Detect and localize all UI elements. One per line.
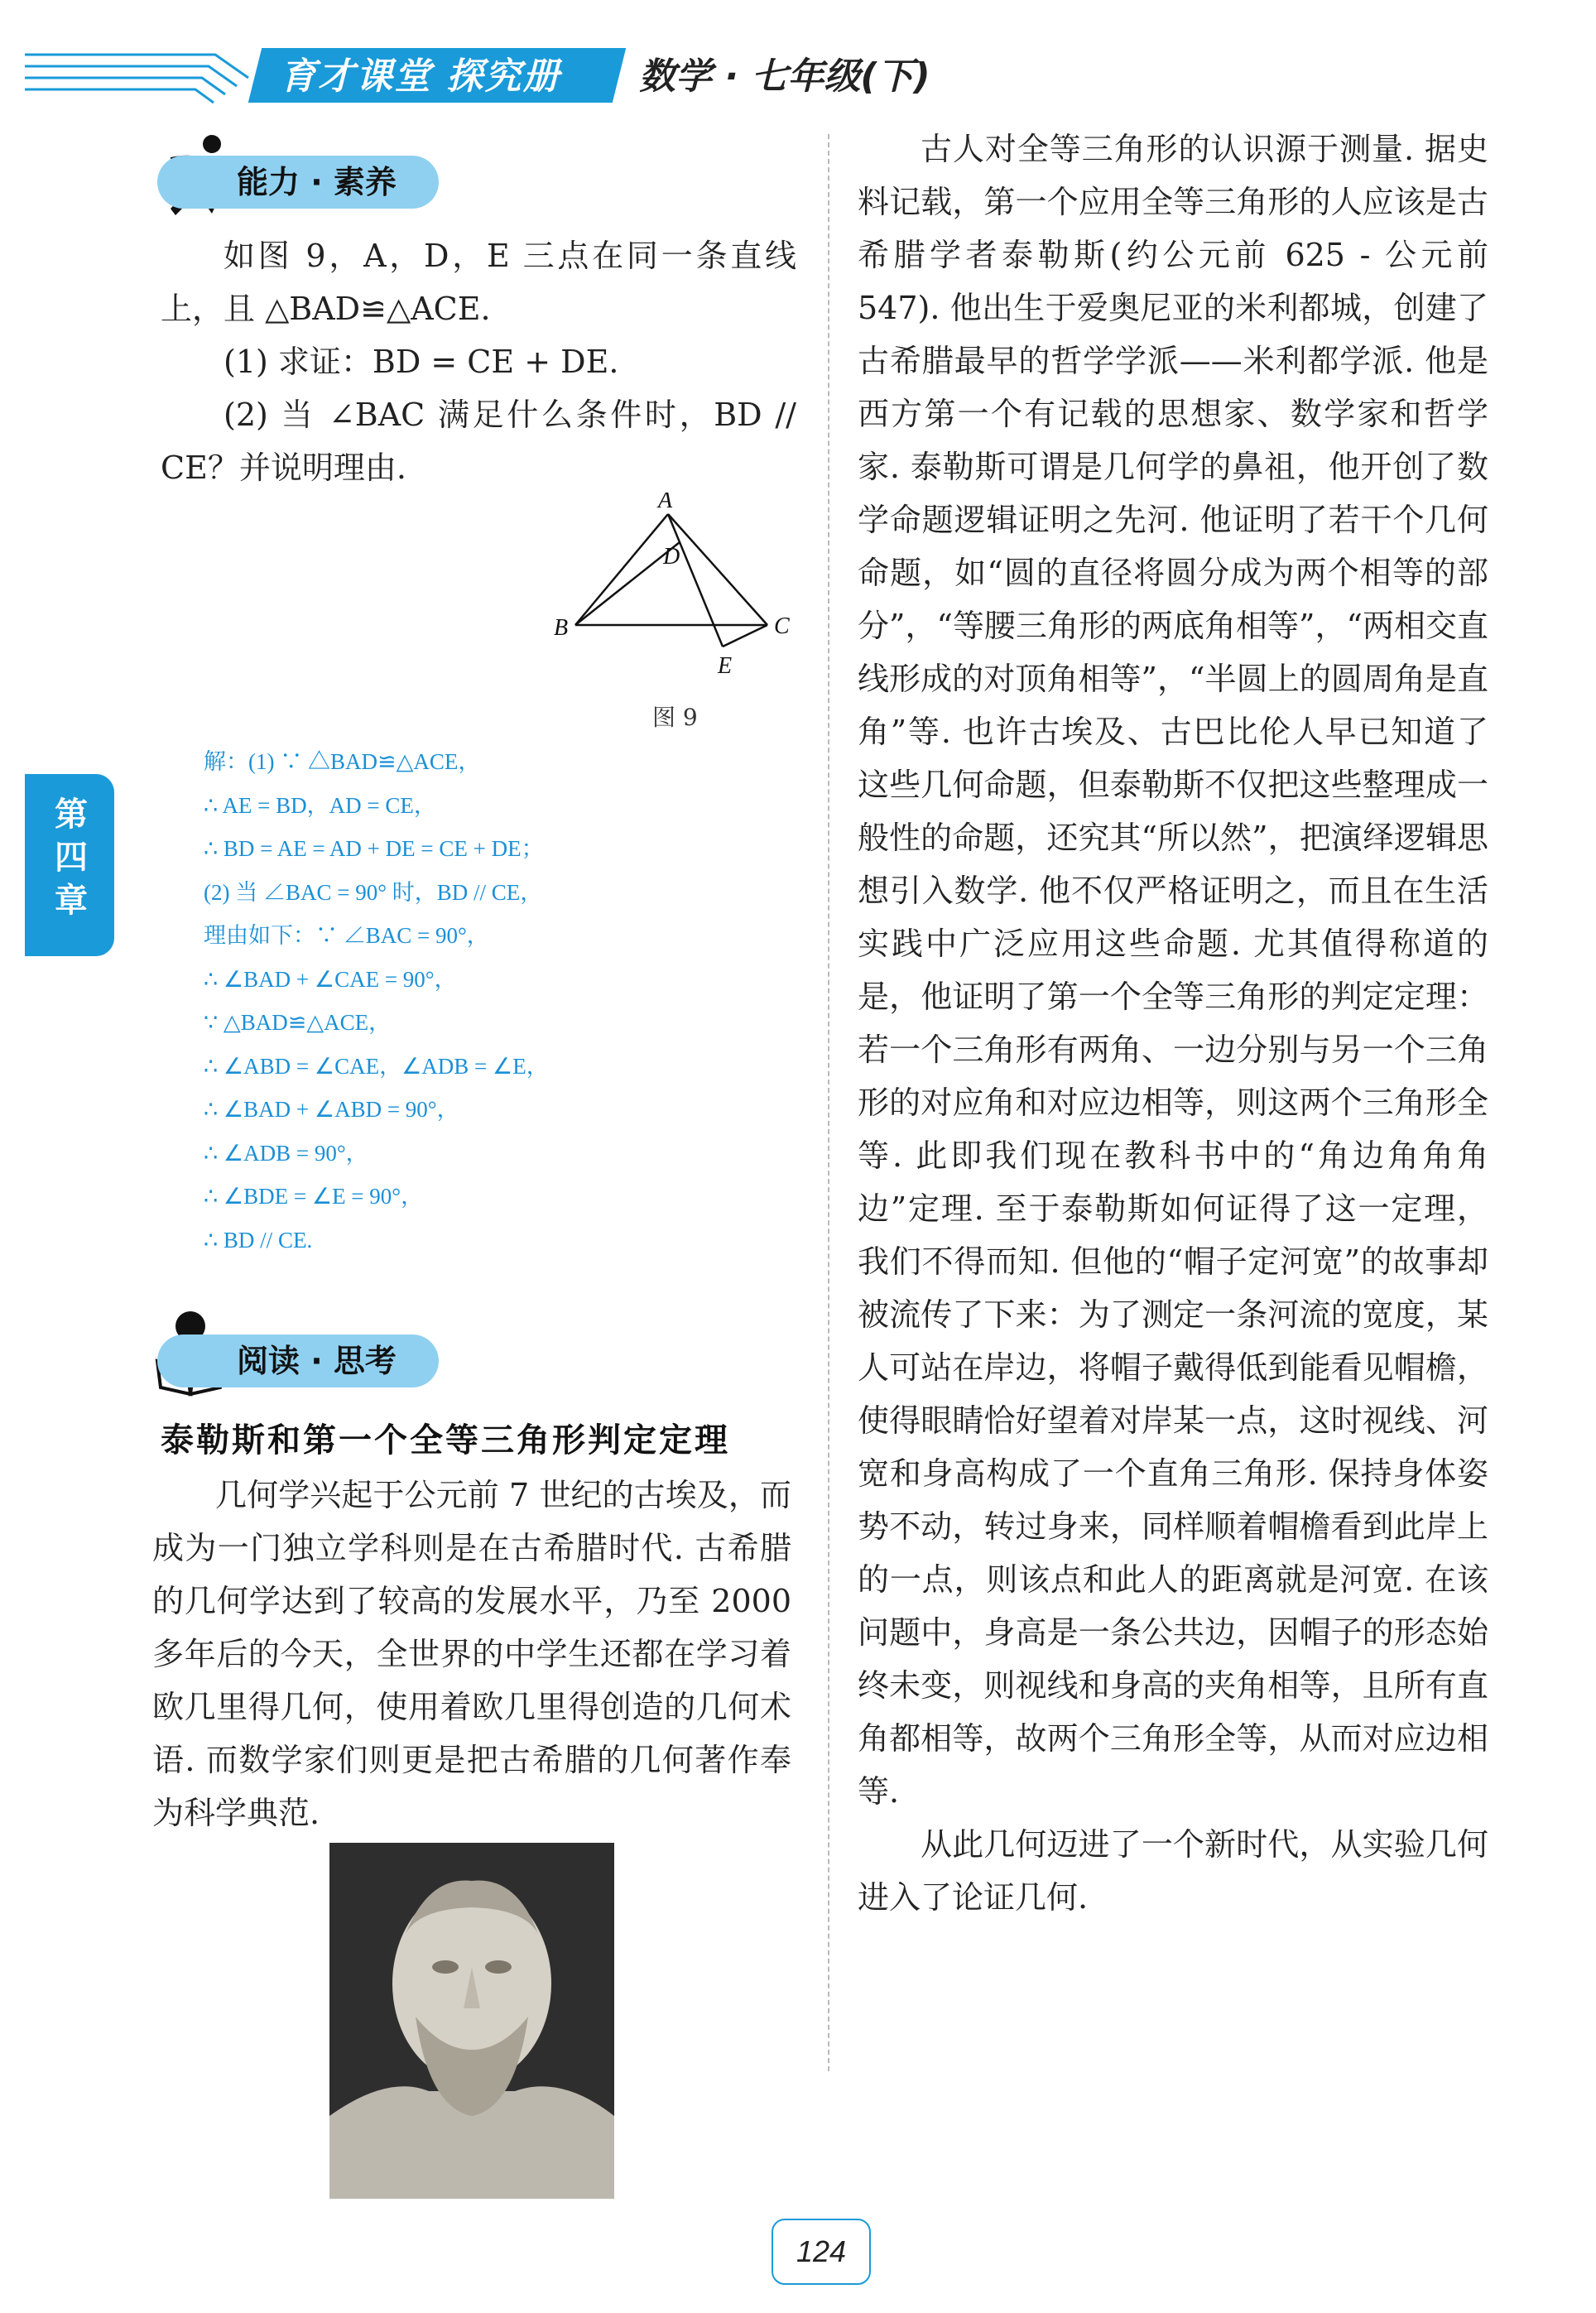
problem-part-2: (2) 当 ∠BAC 满足什么条件时，BD // CE？并说明理由. bbox=[161, 397, 796, 486]
solution-line: ∵ △BAD≌△ACE， bbox=[204, 1010, 392, 1035]
chapter-side-tab-label: 第四章 bbox=[55, 796, 88, 920]
segment-ae bbox=[668, 514, 723, 647]
solution-line: 解：(1) ∵ △BAD≌△ACE， bbox=[204, 749, 481, 774]
segment-ac bbox=[668, 514, 767, 625]
segment-ab bbox=[575, 514, 668, 625]
segment-ce bbox=[723, 625, 767, 647]
label-e: E bbox=[718, 653, 733, 679]
article-title: 泰勒斯和第一个全等三角形判定定理 bbox=[161, 1421, 730, 1459]
label-c: C bbox=[774, 613, 790, 639]
problem-part-1: (1) 求证：BD = CE + DE. bbox=[224, 344, 619, 380]
header-series-title: 育才课堂 探究册 bbox=[280, 55, 561, 98]
label-a: A bbox=[658, 493, 673, 513]
solution-block bbox=[204, 740, 800, 1262]
bust-illustration bbox=[329, 1843, 614, 2199]
page-number: 124 bbox=[772, 2219, 871, 2285]
figure-caption: 图 9 bbox=[652, 704, 698, 731]
solution-line: ∴ ∠ABD = ∠CAE，∠ADB = ∠E， bbox=[204, 1053, 549, 1079]
solution-line: ∴ BD = AE = AD + DE = CE + DE； bbox=[204, 836, 544, 861]
solution-line: ∴ ∠BAD + ∠CAE = 90°， bbox=[204, 966, 457, 992]
solution-line: ∴ ∠BDE = ∠E = 90°， bbox=[204, 1184, 424, 1209]
header-decor-lines bbox=[25, 48, 281, 106]
problem-statement: 如图 9，A，D，E 三点在同一条直线上，且 △BAD≌△ACE. bbox=[161, 238, 796, 327]
column-divider bbox=[828, 134, 829, 2071]
thales-bust-photo bbox=[329, 1843, 614, 2199]
solution-line: 理由如下：∵ ∠BAC = 90°， bbox=[204, 923, 489, 948]
solution-line: (2) 当 ∠BAC = 90° 时，BD // CE， bbox=[204, 879, 543, 905]
label-b: B bbox=[554, 615, 569, 641]
solution-line: ∴ ∠BAD + ∠ABD = 90°， bbox=[204, 1097, 459, 1122]
ability-section-badge: 能力 · 素养 bbox=[157, 156, 439, 209]
header-subject: 数学 · 七年级(下) bbox=[639, 55, 930, 98]
label-d: D bbox=[663, 544, 680, 570]
article-left-column bbox=[152, 1469, 791, 1839]
geometry-figure bbox=[542, 493, 815, 695]
article-paragraph: 几何学兴起于公元前 7 世纪的古埃及，而成为一门独立学科则是在古希腊时代. 古希腊的几何学达到了较高的发展水平，乃至 2000 多年后的今天，全世界的中学生还都在学习着欧几里得几何，使用着欧几里得创造的几何术语. 而数学家们则更是把古希腊的几何著作奉为科学典范. bbox=[152, 1477, 791, 1831]
article-paragraph: 从此几何迈进了一个新时代，从实验几何进入了论证几何. bbox=[858, 1826, 1488, 1916]
solution-line: ∴ ∠ADB = 90°， bbox=[204, 1140, 368, 1166]
solution-line: ∴ AE = BD，AD = CE， bbox=[204, 792, 436, 818]
article-paragraph: 古人对全等三角形的认识源于测量. 据史料记载，第一个应用全等三角形的人应该是古希腊学者泰勒斯(约公元前 625 - 公元前 547). 他出生于爱奥尼亚的米利都城，创建了古希腊最早的哲学学派——米利都学派. 他是西方第一个有记载的思想家、数学家和哲学家. 泰勒斯可谓是几何学的鼻祖，他开创了数学命题逻辑证明之先河. 他证明了若干个几何命题，如“圆的直径将圆分成为两个相等的部分”，“等腰三角形的两底角相等”，“两相交直线形成的对顶角相等”，“半圆上的圆周角是直角”等. 也许古埃及、古巴比伦人早已知道了这些几何命题，但泰勒斯不仅把这些整理成一般性的命题，还究其“所以然”，把演绎逻辑思想引入数学. 他不仅严格证明之，而且在生活实践中广泛应用这些命题. 尤其值得称道的是，他证明了第一个全等三角形的判定定理：若一个三角形有两角、一边分别与另一个三角形的对应角和对应边相等，则这两个三角形全等. 此即我们现在教科书中的“角边角角角边”定理. 至于泰勒斯如何证得了这一定理，我们不得而知. 但他的“帽子定河宽”的故事却被流传了下来：为了测定一条河流的宽度，某人可站在岸边，将帽子戴得低到能看见帽檐，使得眼睛恰好望着对岸某一点，这时视线、河宽和身高构成了一个直角三角形. 保持身体姿势不动，转过身来，同样顺着帽檐看到此岸上的一点，则该点和此人的距离就是河宽. 在该问题中，身高是一条公共边，因帽子的形态始终未变，则视线和身高的夹角相等，且所有直角都相等，故两个三角形全等，从而对应边相等. bbox=[858, 131, 1488, 1810]
solution-line: ∴ BD // CE. bbox=[204, 1227, 313, 1253]
article-right-column bbox=[858, 123, 1488, 1924]
ability-problem bbox=[161, 229, 796, 494]
reading-section-badge: 阅读 · 思考 bbox=[157, 1334, 439, 1387]
